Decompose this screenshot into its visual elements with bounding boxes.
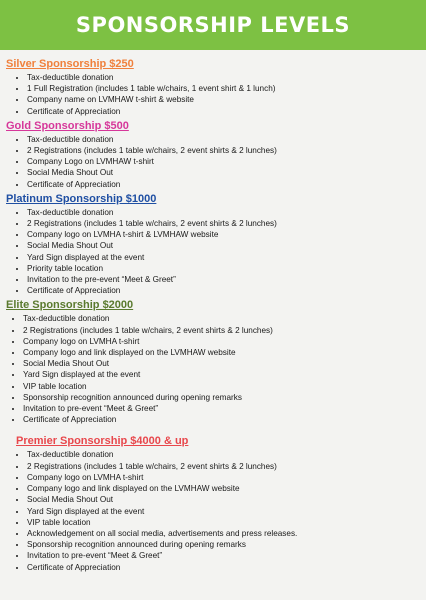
- benefit-item: • Company logo and link displayed on the LVMHAW website: [23, 347, 420, 358]
- benefit-item: • 1 Full Registration (includes 1 table w/chairs, 1 event shirt & 1 lunch): [27, 83, 420, 94]
- benefit-item: • Tax-deductible donation: [27, 72, 420, 83]
- level-silver: [6, 58, 420, 117]
- benefit-item: • Sponsorship recognition announced during opening remarks: [23, 392, 420, 403]
- header-banner: [0, 0, 426, 50]
- benefit-item: • VIP table location: [27, 517, 420, 528]
- benefit-item: • Certificate of Appreciation: [27, 179, 420, 190]
- benefit-item: • VIP table location: [23, 381, 420, 392]
- level-title-elite: Elite Sponsorship $2000: [6, 299, 134, 312]
- benefit-item: • Certificate of Appreciation: [27, 562, 420, 573]
- benefit-item: • Company logo and link displayed on the LVMHAW website: [27, 483, 420, 494]
- benefit-item: • Certificate of Appreciation: [27, 106, 420, 117]
- level-platinum: [6, 193, 420, 297]
- level-premier: [6, 435, 420, 572]
- benefit-item: • Invitation to the pre-event “Meet & Greet”: [27, 274, 420, 285]
- benefit-item: • Social Media Shout Out: [23, 358, 420, 369]
- benefit-list-premier: [6, 449, 420, 572]
- page-title: SPONSORSHIP LEVELS: [75, 13, 351, 37]
- benefit-item: • Acknowledgement on all social media, advertisements and press releases.: [27, 528, 420, 539]
- benefit-item: • 2 Registrations (includes 1 table w/chairs, 2 event shirts & 2 lunches): [27, 145, 420, 156]
- benefit-item: • 2 Registrations (includes 1 table w/chairs, 2 event shirts & 2 lunches): [27, 218, 420, 229]
- benefit-item: • Tax-deductible donation: [27, 207, 420, 218]
- benefit-item: • Company logo on LVMHA t-shirt & LVMHAW website: [27, 229, 420, 240]
- benefit-item: • Social Media Shout Out: [27, 240, 420, 251]
- benefit-item: • Invitation to pre-event “Meet & Greet”: [27, 550, 420, 561]
- benefit-list-elite: [6, 313, 420, 425]
- benefit-item: • Sponsorship recognition announced during opening remarks: [27, 539, 420, 550]
- level-title-platinum: Platinum Sponsorship $1000: [6, 192, 157, 205]
- benefit-list-gold: [6, 134, 420, 190]
- level-title-premier: Premier Sponsorship $4000 & up: [16, 435, 189, 448]
- benefit-item: • Tax-deductible donation: [27, 449, 420, 460]
- benefit-item: • Certificate of Appreciation: [27, 285, 420, 296]
- level-title-silver: Silver Sponsorship $250: [6, 58, 134, 70]
- benefit-item: • Company name on LVMHAW t-shirt & website: [27, 94, 420, 105]
- benefit-item: • Certificate of Appreciation: [23, 414, 420, 425]
- level-gold: [6, 120, 420, 190]
- benefit-item: • Yard Sign displayed at the event: [23, 369, 420, 380]
- benefit-item: • Social Media Shout Out: [27, 494, 420, 505]
- benefit-item: • Company logo on LVMHA t-shirt: [27, 472, 420, 483]
- benefit-item: • 2 Registrations (includes 1 table w/chairs, 2 event shirts & 2 lunches): [23, 325, 420, 336]
- level-elite: [6, 299, 420, 425]
- benefit-item: • Invitation to pre-event “Meet & Greet”: [23, 403, 420, 414]
- benefit-item: • Yard Sign displayed at the event: [27, 506, 420, 517]
- benefit-item: • 2 Registrations (includes 1 table w/chairs, 2 event shirts & 2 lunches): [27, 461, 420, 472]
- benefit-item: • Tax-deductible donation: [23, 313, 420, 324]
- benefit-item: • Company logo on LVMHA t-shirt: [23, 336, 420, 347]
- benefit-item: • Priority table location: [27, 263, 420, 274]
- benefit-item: • Yard Sign displayed at the event: [27, 252, 420, 263]
- level-title-gold: Gold Sponsorship $500: [6, 119, 129, 132]
- benefit-item: • Tax-deductible donation: [27, 134, 420, 145]
- sponsorship-levels-list: [0, 50, 426, 573]
- benefit-item: • Company Logo on LVMHAW t-shirt: [27, 156, 420, 167]
- benefit-list-platinum: [6, 207, 420, 297]
- benefit-list-silver: [6, 72, 420, 117]
- benefit-item: • Social Media Shout Out: [27, 167, 420, 178]
